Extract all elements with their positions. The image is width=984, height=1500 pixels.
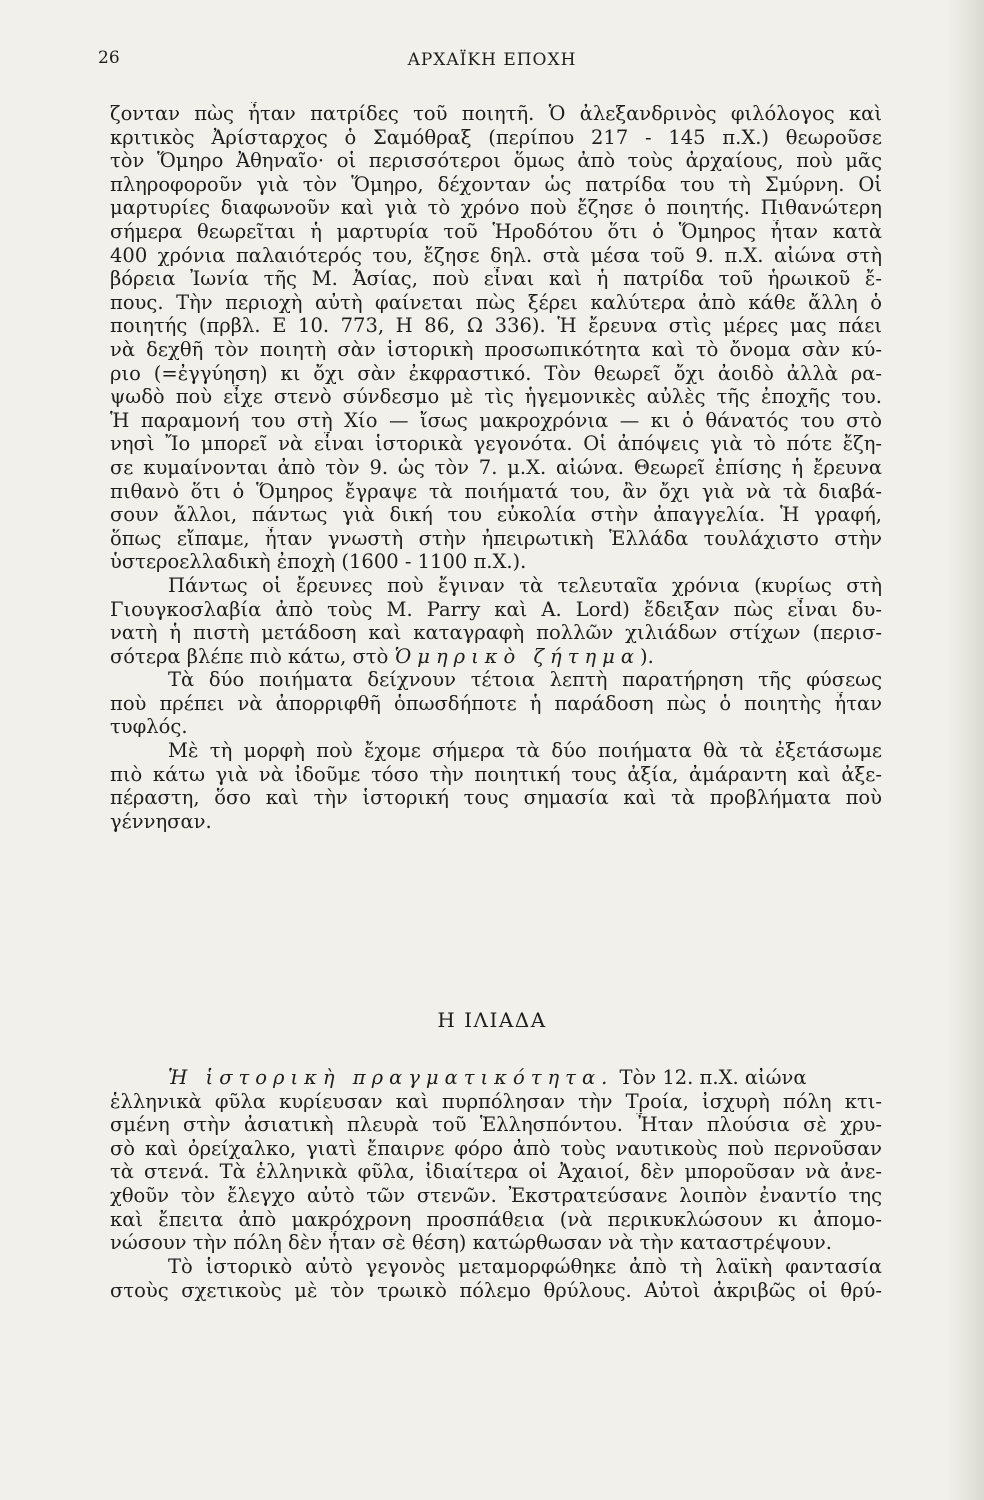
text-line: τὸν Ὅμηρο Ἀθηναῖο· οἱ περισσότεροι ὅμως ἀπὸ τοὺς ἀρχαίους, ποὺ μᾶς <box>110 149 882 173</box>
text-line: πιὸ κάτω γιὰ νὰ ἰδοῦμε τόσο τὴν ποιητική τους ἀξία, ἀμάραντη καὶ ἀξε- <box>110 762 882 786</box>
text-line: μαρτυρίες διαφωνοῦν καὶ γιὰ τὸ χρόνο ποὺ ἔζησε ὁ ποιητής. Πιθανώτερη <box>110 196 882 220</box>
text-line: τὰ στενά. Τὰ ἑλληνικὰ φῦλα, ἰδιαίτερα οἱ Ἀχαιοί, δὲν μποροῦσαν νὰ ἀνε- <box>110 1160 882 1184</box>
text-line: πους. Τὴν περιοχὴ αὐτὴ φαίνεται πὼς ξέρει καλύτερα ἀπὸ κάθε ἄλλη ὁ <box>110 290 882 314</box>
text-line: σουν ἄλλοι, πάντως γιὰ δική του εὐκολία στὴν ἀπαγγελία. Ἡ γραφή, <box>110 503 882 527</box>
spaced-emphasis: Ὁμηρικὸ ζήτημα <box>394 644 641 668</box>
running-head: ΑΡΧΑΪΚΗ ΕΠΟΧΗ <box>407 50 577 70</box>
text-fragment: σότερα βλέπε πιὸ κάτω, στὸ <box>110 644 395 668</box>
text-line: Τὸ ἱστορικὸ αὐτὸ γεγονὸς μεταμορφώθηκε ἀπὸ τὴ λαϊκὴ φαντασία <box>168 1255 882 1278</box>
page-edge-shadow <box>948 0 984 1500</box>
section-heading: Η ΙΛΙΑΔΑ <box>437 1008 547 1032</box>
text-line: ἑλληνικὰ φῦλα κυρίευσαν καὶ πυρπόλησαν τὴν Τροία, ἰσχυρὴ πόλη κτι- <box>110 1089 882 1113</box>
paragraph-4 <box>110 739 882 833</box>
text-line: ποιητής (πρβλ. Ε 10. 773, Η 86, Ω 336). Ἡ ἔρευνα στὶς μέρες μας πάει <box>110 314 882 338</box>
text-line <box>110 645 882 669</box>
paragraph-6 <box>110 1255 882 1302</box>
text-line: ὅπως εἴπαμε, ἦταν γνωστὴ στὴν ἠπειρωτικὴ Ἑλλάδα τουλάχιστο στὴν <box>110 526 882 550</box>
text-line: κριτικὸς Ἀρίσταρχος ὁ Σαμόθραξ (περίπου 217 - 145 π.Χ.) θεωροῦσε <box>110 125 882 149</box>
text-line: ποὺ πρέπει νὰ ἀπορριφθῆ ὁπωσδήποτε ἡ παράδοση πὼς ὁ ποιητὴς ἦταν <box>110 691 882 715</box>
text-line: βόρεια Ἰωνία τῆς Μ. Ἀσίας, ποὺ εἶναι καὶ ἡ πατρίδα τοῦ ἡρωικοῦ ἔ- <box>110 267 882 291</box>
page-number: 26 <box>98 48 120 68</box>
paragraph-1 <box>110 102 882 574</box>
text-line: σήμερα θεωρεῖται ἡ μαρτυρία τοῦ Ἡροδότου ὅτι ὁ Ὅμηρος ἦταν κατὰ <box>110 219 882 243</box>
text-line: νησὶ Ἴο μπορεῖ νὰ εἶναι ἱστορικὰ γεγονότα. Οἱ ἀπόψεις γιὰ τὸ πότε ἔζη- <box>110 432 882 456</box>
text-line: Μὲ τὴ μορφὴ ποὺ ἔχομε σήμερα τὰ δύο ποιήματα θὰ τὰ ἐξετάσωμε <box>168 739 882 762</box>
text-line: ὑστεροελλαδικὴ ἐποχὴ (1600 - 1100 π.Χ.). <box>110 550 527 574</box>
text-line: νώσουν τὴν πόλη δὲν ἦταν σὲ θέση) κατώρθωσαν νὰ τὴν καταστρέψουν. <box>110 1231 832 1255</box>
text-line <box>110 1066 882 1090</box>
text-line: ψωδὸ ποὺ εἶχε στενὸ σύνδεσμο μὲ τὶς ἡγεμονικὲς αὐλὲς τῆς ἐποχῆς του. <box>110 385 882 409</box>
text-fragment: ). <box>640 644 654 668</box>
text-line: πληροφοροῦν γιὰ τὸν Ὅμηρο, δέχονταν ὡς πατρίδα του τὴ Σμύρνη. Οἱ <box>110 172 882 196</box>
text-line: καὶ ἔπειτα ἀπὸ μακρόχρονη προσπάθεια (νὰ περικυκλώσουν κι ἀπομο- <box>110 1207 882 1231</box>
text-line: ζονταν πὼς ἦταν πατρίδες τοῦ ποιητῆ. Ὁ ἀλεξανδρινὸς φιλόλογος καὶ <box>110 102 882 125</box>
text-line: γέννησαν. <box>110 809 212 833</box>
spaced-emphasis: Ἡ ἱστορικὴ πραγματικότητα. <box>168 1066 614 1089</box>
text-line: χθοῦν τὸν ἔλεγχο αὐτὸ τῶν στενῶν. Ἐκστρατεύσανε λοιπὸν ἐναντίο της <box>110 1183 882 1207</box>
text-line: νὰ δεχθῆ τὸν ποιητὴ σὰν ἱστορικὴ προσωπικότητα καὶ τὸ ὄνομα σὰν κύ- <box>110 337 882 361</box>
text-line: Ἡ παραμονή του στὴ Χίο — ἴσως μακροχρόνια — κι ὁ θάνατός του στὸ <box>110 408 882 432</box>
text-line: νατὴ ἡ πιστὴ μετάδοση καὶ καταγραφὴ πολλῶν χιλιάδων στίχων (περισ- <box>110 621 882 645</box>
text-line: Τὰ δύο ποιήματα δείχνουν τέτοια λεπτὴ παρατήρηση τῆς φύσεως <box>168 668 882 691</box>
paragraph-2 <box>110 574 882 668</box>
text-line: Γιουγκοσλαβία ἀπὸ τοὺς M. Parry καὶ A. Lord) ἔδειξαν πὼς εἶναι δυ- <box>110 597 882 621</box>
text-line: πέραστη, ὅσο καὶ τὴν ἱστορική τους σημασία καὶ τὰ προβλήματα ποὺ <box>110 786 882 810</box>
text-line: σε κυμαίνονται ἀπὸ τὸν 9. ὡς τὸν 7. μ.Χ. αἰώνα. Θεωρεῖ ἐπίσης ἡ ἔρευνα <box>110 455 882 479</box>
text-fragment: Τὸν 12. π.Χ. αἰώνα <box>613 1066 807 1089</box>
text-line: 400 χρόνια παλαιότερός του, ἔζησε δηλ. στὰ μέσα τοῦ 9. π.Χ. αἰώνα στὴ <box>110 243 882 267</box>
text-line: Πάντως οἱ ἔρευνες ποὺ ἔγιναν τὰ τελευταῖα χρόνια (κυρίως στὴ <box>168 574 882 597</box>
text-line: στοὺς σχετικοὺς μὲ τὸν τρωικὸ πόλεμο θρύλους. Αὐτοὶ ἀκριβῶς οἱ θρύ- <box>110 1278 882 1302</box>
paragraph-3 <box>110 668 882 739</box>
text-line: ριο (=ἐγγύηση) κι ὄχι σὰν ἐκφραστικό. Τὸν θεωρεῖ ὄχι ἀοιδὸ ἀλλὰ ρα- <box>110 361 882 385</box>
text-line: τυφλός. <box>110 715 188 739</box>
paragraph-5 <box>110 1066 882 1255</box>
text-line: σμένη στὴν ἀσιατικὴ πλευρὰ τοῦ Ἑλλησπόντου. Ἦταν πλούσια σὲ χρυ- <box>110 1113 882 1137</box>
text-line: σὸ καὶ ὀρείχαλκο, γιατὶ ἔπαιρνε φόρο ἀπὸ τοὺς ναυτικοὺς ποὺ περνοῦσαν <box>110 1136 882 1160</box>
page-header <box>0 44 984 80</box>
text-line: πιθανὸ ὅτι ὁ Ὅμηρος ἔγραψε τὰ ποιήματά του, ἂν ὄχι γιὰ νὰ τὰ διαβά- <box>110 479 882 503</box>
